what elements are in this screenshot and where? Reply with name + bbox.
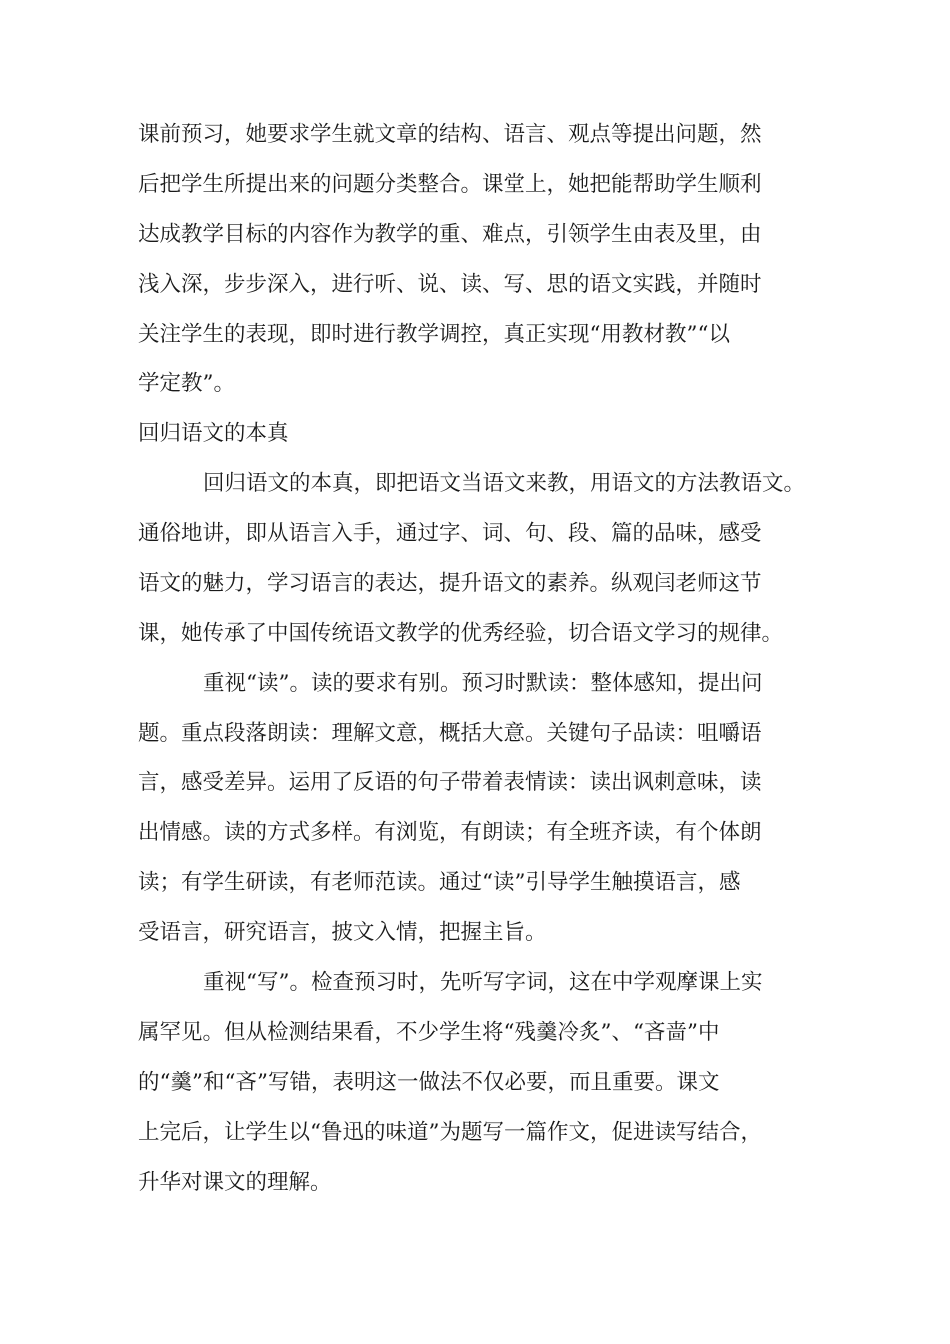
paragraph-line: 达成教学目标的内容作为教学的重、难点，引领学生由表及里，由: [138, 222, 762, 247]
paragraph-line: 上完后，让学生以“鲁迅的味道”为题写一篇作文，促进读写结合，: [138, 1120, 762, 1145]
paragraph-line: 后把学生所提出来的问题分类整合。课堂上，她把能帮助学生顺利: [138, 172, 762, 197]
paragraph-line: 语文的魅力，学习语言的表达，提升语文的素养。纵观闫老师这节: [138, 571, 762, 596]
paragraph-line: 浅入深，步步深入，进行听、说、读、写、思的语文实践，并随时: [138, 272, 762, 297]
paragraph-line: 题。重点段落朗读：理解文意，概括大意。关键句子品读：咀嚼语: [138, 721, 762, 746]
paragraph-line: 言，感受差异。运用了反语的句子带着表情读：读出讽刺意味，读: [138, 770, 762, 795]
paragraph-line: 学定教”。: [138, 371, 235, 396]
paragraph-line: 读；有学生研读，有老师范读。通过“读”引导学生触摸语言，感: [138, 870, 741, 895]
paragraph-line: 通俗地讲，即从语言入手，通过字、词、句、段、篇的品味，感受: [138, 521, 762, 546]
section-heading: 回归语文的本真: [138, 421, 289, 446]
paragraph-line: 回归语文的本真，即把语文当语文来教，用语文的方法教语文。: [203, 471, 806, 496]
paragraph-line: 重视“读”。读的要求有别。预习时默读：整体感知，提出问: [203, 671, 763, 696]
paragraph-line: 受语言，研究语言，披文入情，把握主旨。: [138, 920, 547, 945]
paragraph-line: 属罕见。但从检测结果看，不少学生将“残羹冷炙”、“吝啬”中: [138, 1020, 720, 1045]
paragraph-line: 关注学生的表现，即时进行教学调控，真正实现“用教材教”“以: [138, 322, 730, 347]
paragraph-line: 的“羹”和“吝”写错，表明这一做法不仅必要，而且重要。课文: [138, 1070, 720, 1095]
paragraph-line: 出情感。读的方式多样。有浏览，有朗读；有全班齐读，有个体朗: [138, 820, 762, 845]
paragraph-line: 课前预习，她要求学生就文章的结构、语言、观点等提出问题，然: [138, 122, 762, 147]
paragraph-line: 升华对课文的理解。: [138, 1170, 332, 1195]
paragraph-line: 课，她传承了中国传统语文教学的优秀经验，切合语文学习的规律。: [138, 621, 784, 646]
paragraph-line: 重视“写”。检查预习时，先听写字词，这在中学观摩课上实: [203, 970, 763, 995]
